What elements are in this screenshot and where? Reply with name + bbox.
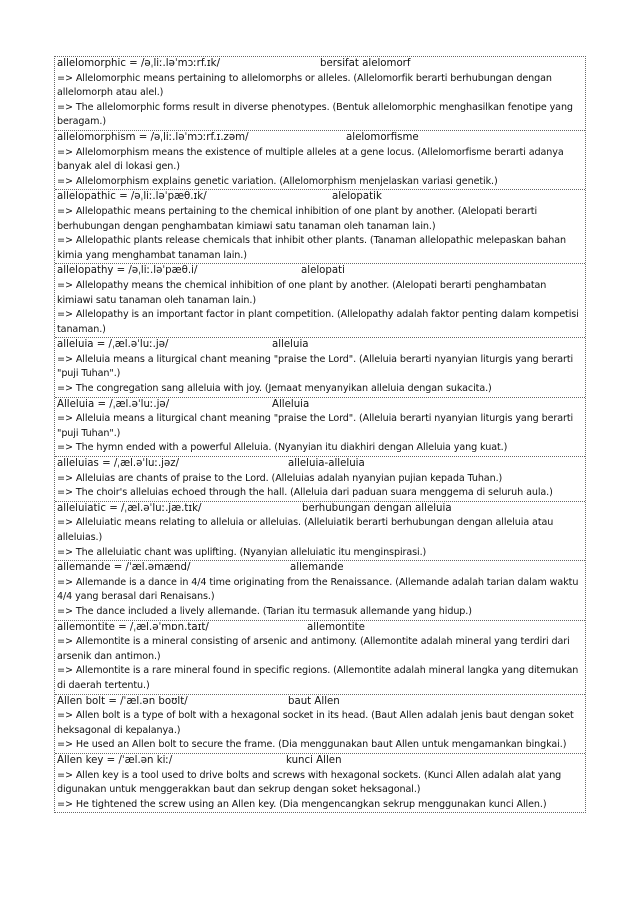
example: => Allelopathic plants release chemicals that inhibit other plants. (Tanaman allelopathic melepaskan bahan kimia yang menghambat tanaman lain.) [57, 235, 566, 261]
example: => The dance included a lively allemande. (Tarian itu termasuk allemande yang hidup.) [57, 605, 472, 617]
headword-pronunciation: allelopathic = /əˌliː.ləˈpæθ.ɪk/ [57, 191, 207, 203]
entry-heading [57, 502, 583, 517]
headword-pronunciation: alleluiatic = /ˌæl.əˈluː.jæ.tɪk/ [57, 502, 202, 514]
headword-pronunciation: Alleluia = /ˌæl.əˈluː.jə/ [57, 398, 170, 410]
headword-pronunciation: allelomorphic = /əˌliː.ləˈmɔːrf.ɪk/ [57, 58, 221, 69]
entry-alleluia-capitalized [55, 398, 585, 457]
translation: alelopati [301, 265, 345, 277]
entry-heading [57, 190, 583, 205]
definition: => Alleluia means a liturgical chant meaning "praise the Lord". (Alleluia berarti nyanyian liturgis yang berarti "puji Tuhan".) [57, 353, 574, 380]
entry-heading [57, 131, 583, 146]
translation: alelopatik [332, 191, 382, 203]
example: => The alleluiatic chant was uplifting. (Nyanyian alleluiatic itu menginspirasi.) [57, 546, 427, 558]
definition: => Allemontite is a mineral consisting of arsenic and antimony. (Allemontite adalah mineral yang terdiri dari arsenik dan antimon.) [57, 636, 570, 662]
example: => Allelomorphism explains genetic variation. (Allelomorphism menjelaskan variasi genetik.) [57, 175, 498, 187]
example: => Allelopathy is an important factor in plant competition. (Allelopathy adalah faktor penting dalam kompetisi tanaman.) [57, 309, 579, 335]
entry-allemontite [55, 621, 585, 695]
headword-pronunciation: alleluias = /ˌæl.əˈluː.jəz/ [57, 458, 180, 470]
translation: berhubungan dengan alleluia [302, 502, 452, 514]
definition: => Allen bolt is a type of bolt with a hexagonal socket in its head. (Baut Allen adalah jenis baut dengan soket heksagonal di kepalanya.) [57, 710, 574, 736]
example: => The congregation sang alleluia with joy. (Jemaat menyanyikan alleluia dengan sukacita.) [57, 383, 492, 395]
headword-pronunciation: allemande = /ˈæl.əmænd/ [57, 562, 191, 574]
headword-pronunciation: allelopathy = /əˌliː.ləˈpæθ.i/ [57, 265, 198, 277]
definition: => Allen key is a tool used to drive bolts and screws with hexagonal sockets. (Kunci Allen adalah alat yang digunakan untuk menggerakkan baut dan sekrup dengan soket heksagonal.) [57, 769, 562, 796]
translation: allemande [290, 562, 344, 574]
entry-heading [57, 561, 583, 576]
definition: => Allelopathic means pertaining to the chemical inhibition of one plant by another. (Alelopati berarti berhubungan dengan penghambatan kimiawi satu tanaman oleh tanaman lain.) [57, 205, 538, 232]
entry-heading [57, 695, 583, 710]
entry-allelopathy [55, 264, 585, 338]
entry-heading [57, 57, 583, 72]
entry-allen-key [55, 754, 585, 812]
translation: Alleluia [272, 398, 310, 410]
entry-allemande [55, 561, 585, 620]
example: => He tightened the screw using an Allen key. (Dia mengencangkan sekrup menggunakan kunci Allen.) [57, 798, 547, 810]
translation: bersifat alelomorf [320, 58, 411, 69]
example: => The allelomorphic forms result in diverse phenotypes. (Bentuk allelomorphic menghasilkan fenotipe yang beragam.) [57, 101, 573, 128]
headword-pronunciation: Allen key = /ˈæl.ən kiː/ [57, 754, 173, 766]
definition: => Allelomorphic means pertaining to allelomorphs or alleles. (Allelomorfik berarti berhubungan dengan allelomorph atau alel.) [57, 72, 552, 99]
definition: => Allelopathy means the chemical inhibition of one plant by another. (Alelopati berarti penghambatan kimiawi satu tanaman oleh tanaman lain.) [57, 279, 547, 306]
entry-heading [57, 457, 583, 472]
vocabulary-table [54, 56, 586, 813]
translation: allemontite [307, 621, 365, 633]
example: => The choir's alleluias echoed through the hall. (Alleluia dari paduan suara menggema di seluruh aula.) [57, 487, 553, 499]
translation: baut Allen [288, 695, 340, 707]
entry-alleluias [55, 457, 585, 502]
translation: alelomorfisme [346, 131, 419, 143]
definition: => Alleluiatic means relating to alleluia or alleluias. (Alleluiatik berarti berhubungan dengan alleluia atau alleluias.) [57, 517, 554, 543]
entry-heading [57, 264, 583, 279]
translation: alleluia-alleluia [288, 458, 365, 470]
definition: => Alleluia means a liturgical chant meaning "praise the Lord". (Alleluia berarti nyanyian liturgis yang berarti "puji Tuhan".) [57, 413, 574, 439]
translation: kunci Allen [286, 754, 342, 766]
entry-heading [57, 621, 583, 636]
example: => Allemontite is a rare mineral found in specific regions. (Allemontite adalah mineral langka yang ditemukan di daerah tertentu.) [57, 665, 579, 691]
entry-alleluiatic [55, 502, 585, 561]
entry-allen-bolt [55, 695, 585, 754]
entry-allelomorphic [55, 57, 585, 131]
entry-heading [57, 398, 583, 413]
definition: => Allemande is a dance in 4/4 time originating from the Renaissance. (Allemande adalah tarian dalam waktu 4/4 yang berasal dari Renaisans.) [57, 576, 579, 603]
headword-pronunciation: allemontite = /ˌæl.əˈmɒn.taɪt/ [57, 621, 209, 633]
entry-alleluia [55, 338, 585, 397]
example: => He used an Allen bolt to secure the frame. (Dia menggunakan baut Allen untuk mengamankan bingkai.) [57, 739, 567, 751]
entry-heading [57, 754, 583, 769]
headword-pronunciation: allelomorphism = /əˌliː.ləˈmɔːrf.ɪ.zəm/ [57, 131, 249, 143]
entry-allelopathic [55, 190, 585, 264]
entry-heading [57, 338, 583, 353]
definition: => Allelomorphism means the existence of multiple alleles at a gene locus. (Allelomorfisme berarti adanya banyak alel di lokasi gen.) [57, 146, 564, 173]
example: => The hymn ended with a powerful Alleluia. (Nyanyian itu diakhiri dengan Alleluia yang kuat.) [57, 442, 508, 454]
headword-pronunciation: Allen bolt = /ˈæl.ən boʊlt/ [57, 695, 188, 707]
definition: => Alleluias are chants of praise to the Lord. (Alleluias adalah nyanyian pujian kepada Tuhan.) [57, 472, 503, 484]
headword-pronunciation: alleluia = /ˌæl.əˈluː.jə/ [57, 339, 169, 351]
entry-allelomorphism [55, 131, 585, 190]
translation: alleluia [272, 339, 309, 351]
